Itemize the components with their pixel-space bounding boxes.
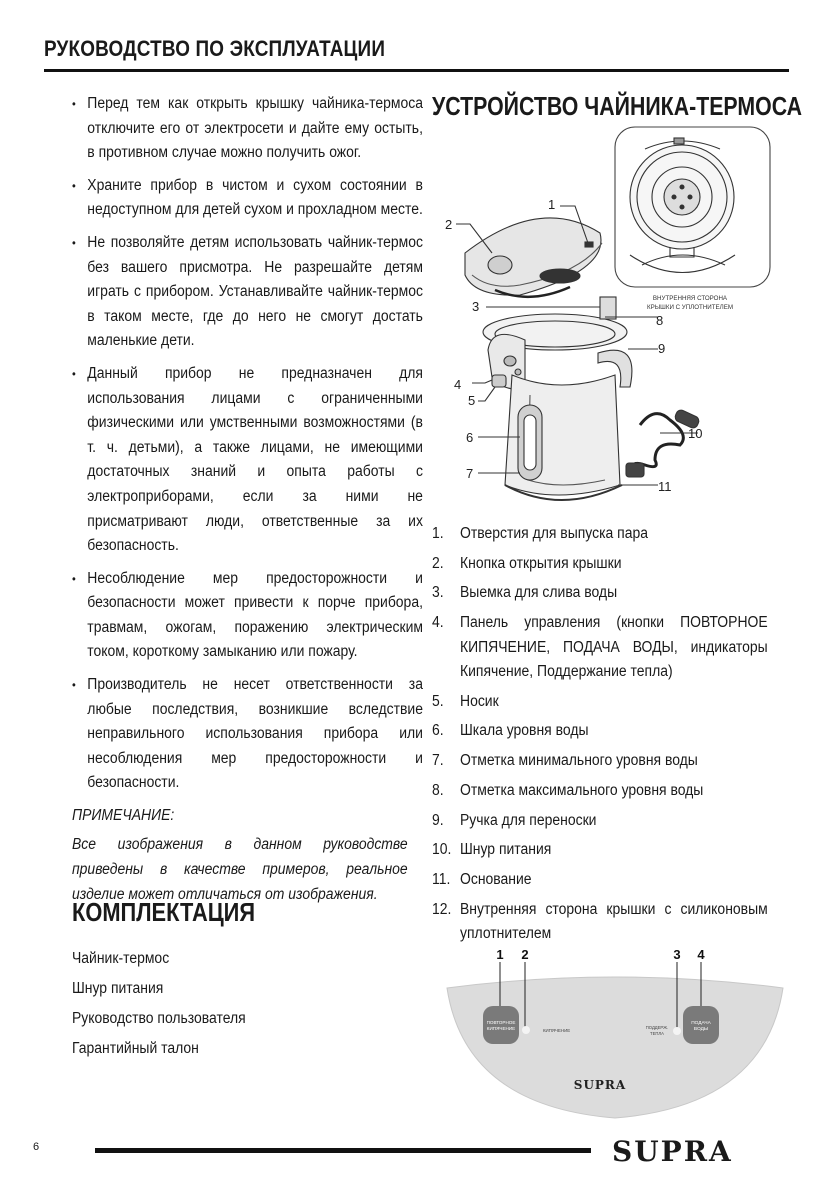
parts-list [432,522,768,952]
list-item: 3. Выемка для слива воды [432,584,618,602]
list-item: 9. Ручка для переноски [432,811,597,829]
lid-shape [465,218,601,295]
footer-rule [95,1148,591,1153]
list-item: Руководство пользователя [72,1010,246,1027]
callout-label: 1 [548,197,556,212]
callout-label: 4 [454,377,462,392]
list-item: • Храните прибор в чистом и сухом состоянии в недоступном для детей сухом и прохладном месте. [72,174,423,223]
panel-callout: 2 [521,947,529,962]
svg-text:КИПЯЧЕНИЕ: КИПЯЧЕНИЕ [486,1026,516,1031]
list-item: 10. Шнур питания [432,841,552,859]
callout-label: 6 [466,430,474,445]
note-title: ПРИМЕЧАНИЕ: [72,807,175,825]
list-item: 11. Основание [432,870,532,888]
list-item: 6. Шкала уровня воды [432,722,589,740]
kit-list [72,944,265,1064]
list-item: 7. Отметка минимального уровня воды [432,752,698,770]
svg-text:ПОВТОРНОЕ: ПОВТОРНОЕ [486,1020,516,1025]
svg-text:ПОДДЕРЖ.: ПОДДЕРЖ. [645,1025,669,1030]
panel-callout: 1 [496,947,504,962]
list-item: 5. Носик [432,692,499,710]
list-item: • Несоблюдение мер предосторожности и безопасности может привести к порче прибора, травмам, ожогам, поражению электрическим током, короткому замыканию или пожару. [72,567,423,665]
safety-bullets [72,92,423,796]
page-number: 6 [33,1141,40,1153]
list-item: Гарантийный талон [72,1040,199,1057]
kit-section-title: КОМПЛЕКТАЦИЯ [72,897,256,927]
callout-label: 11 [658,479,672,494]
footer-brand-logo: SUPRA [612,1135,733,1168]
callout-label: 3 [472,299,480,314]
list-item: 12. Внутренняя сторона крышки с силиконовым уплотнителем [432,900,768,943]
device-section-title: УСТРОЙСТВО ЧАЙНИКА-ТЕРМОСА [432,91,802,121]
svg-text:ПОДАЧА: ПОДАЧА [691,1021,711,1026]
power-cord [634,414,684,470]
left-column [72,92,423,907]
svg-text:ТЕПЛА: ТЕПЛА [650,1031,664,1036]
list-item: 1. Отверстия для выпуска пара [432,525,648,542]
note-text: Все изображения в данном руководстве приведены в качестве примеров, реальное изделие может отличаться от изображения. [72,836,408,904]
keep-warm-indicator [673,1027,681,1035]
inset-caption: ВНУТРЕННЯЯ СТОРОНА [652,295,728,302]
list-item: • Производитель не несет ответственности за любые последствия, возникшие вследствие неправильного использования прибора или несоблюдения мер предосторожности и безопасности. [72,673,423,796]
svg-text:КИПЯЧЕНИЕ: КИПЯЧЕНИЕ [543,1028,571,1033]
list-item: Шнур питания [72,980,164,997]
callout-label: 2 [445,217,453,232]
callout-label: 5 [468,393,476,408]
svg-text:ВОДЫ: ВОДЫ [693,1027,709,1032]
panel-brand-logo: SUPRA [573,1078,627,1092]
list-item: Чайник-термос [72,950,170,967]
control-panel-diagram [445,946,785,1124]
panel-callout: 4 [697,947,705,962]
reboil-button[interactable] [483,1006,519,1044]
callout-label: 7 [466,466,474,481]
list-item: • Перед тем как открыть крышку чайника-термоса отключите его от электросети и дайте ему остыть, в противном случае можно получить ожог. [72,92,423,166]
panel-callout: 3 [673,947,681,962]
list-item: • Данный прибор не предназначен для использования лицами с ограниченными физическими или умственными возможностями (в т. ч. детьми), а также лицами, не имеющими достаточных знаний и опыта работы с электроприборами, если за ними не присматривают люди, ответственные за их безопасность. [72,362,423,559]
boil-indicator [522,1026,530,1034]
callout-label: 10 [688,426,703,441]
callout-label: 8 [656,313,664,328]
page-header-title: РУКОВОДСТВО ПО ЭКСПЛУАТАЦИИ [44,36,386,61]
thermopot-diagram [430,125,790,515]
header-rule [44,69,789,72]
inset-caption: КРЫШКИ С УПЛОТНИТЕЛЕМ [646,304,734,311]
list-item: 8. Отметка максимального уровня воды [432,781,704,799]
callout-label: 9 [658,341,666,356]
list-item: 2. Кнопка открытия крышки [432,554,622,572]
list-item: • Не позволяйте детям использовать чайник-термос без вашего присмотра. Не разрешайте детям играть с прибором. Устанавливайте чайник-термос в таком месте, где до него не смогут достать маленькие дети. [72,231,423,354]
panel-shape [447,977,783,1118]
list-item: 4. Панель управления (кнопки ПОВТОРНОЕ КИПЯЧЕНИЕ, ПОДАЧА ВОДЫ, индикаторы Кипячение, Поддержание тепла) [432,614,768,681]
